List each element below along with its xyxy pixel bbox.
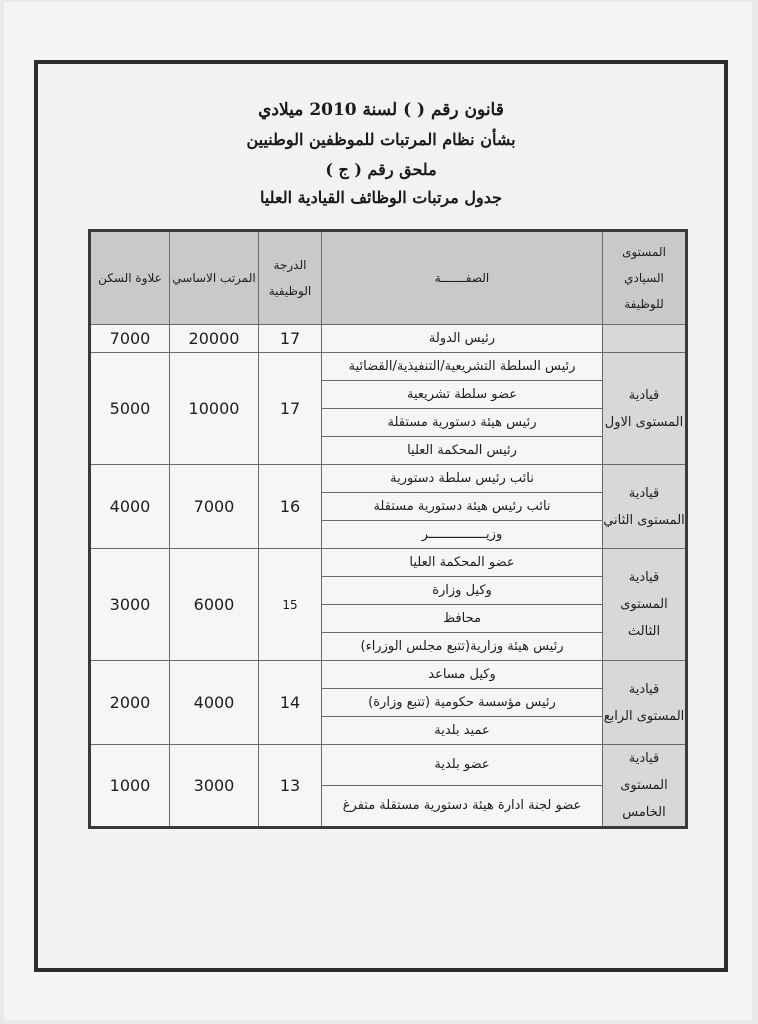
position-title-cell: عضو لجنة ادارة هيئة دستورية مستقلة متفرغ: [322, 785, 603, 827]
annex-number: ملحق رقم ( ج ): [325, 160, 437, 179]
position-title-cell: وكيل وزارة: [322, 577, 603, 605]
position-title-cell: رئيس السلطة التشريعية/التنفيذية/القضائية: [322, 353, 603, 381]
paper-sheet: [4, 2, 752, 1020]
table-row: [90, 465, 687, 493]
housing-allowance-cell: 2000: [90, 661, 170, 745]
level-cell: قيادية المستوى الاول: [603, 353, 687, 465]
law-subject: بشأن نظام المرتبات للموظفين الوطنيين: [246, 130, 516, 149]
table-row: [90, 661, 687, 689]
salary-table: [88, 229, 688, 829]
position-title-cell: نائب رئيس هيئة دستورية مستقلة: [322, 493, 603, 521]
housing-allowance-cell: 4000: [90, 465, 170, 549]
law-title: قانون رقم ( ) لسنة 2010 ميلادي: [258, 100, 504, 120]
housing-allowance-cell: 3000: [90, 549, 170, 661]
level-cell: قيادية المستوى الثالث: [603, 549, 687, 661]
table-body: [90, 325, 687, 828]
table-row: [90, 549, 687, 577]
position-title-cell: وزيـــــــــــــــر: [322, 521, 603, 549]
table-row: [90, 325, 687, 353]
housing-allowance-cell: 5000: [90, 353, 170, 465]
header-basic-salary: المرتب الاساسي: [170, 231, 259, 325]
basic-salary-cell: 3000: [170, 745, 259, 828]
table-caption: جدول مرتبات الوظائف القيادية العليا: [259, 188, 503, 207]
table-row: [90, 353, 687, 381]
position-title-cell: رئيس المحكمة العليا: [322, 437, 603, 465]
position-title-cell: عضو سلطة تشريعية: [322, 381, 603, 409]
position-title-cell: رئيس مؤسسة حكومية (تتبع وزارة): [322, 689, 603, 717]
header-title: الصفـــــــة: [322, 231, 603, 325]
basic-salary-cell: 10000: [170, 353, 259, 465]
header-housing-allowance: علاوة السكن: [90, 231, 170, 325]
table-header-row: [90, 231, 687, 325]
grade-cell: 17: [259, 325, 322, 353]
grade-cell: 13: [259, 745, 322, 828]
level-cell: قيادية المستوى الخامس: [603, 745, 687, 828]
position-title-cell: رئيس هيئة وزارية(تتبع مجلس الوزراء): [322, 633, 603, 661]
grade-cell: 14: [259, 661, 322, 745]
level-cell: قيادية المستوى الرابع: [603, 661, 687, 745]
basic-salary-cell: 4000: [170, 661, 259, 745]
grade-cell: 16: [259, 465, 322, 549]
basic-salary-cell: 6000: [170, 549, 259, 661]
grade-cell: 17: [259, 353, 322, 465]
level-cell: [603, 325, 687, 353]
document-frame: [34, 60, 728, 972]
position-title-cell: محافظ: [322, 605, 603, 633]
position-title-cell: عضو بلدية: [322, 745, 603, 786]
housing-allowance-cell: 7000: [90, 325, 170, 353]
position-title-cell: نائب رئيس سلطة دستورية: [322, 465, 603, 493]
basic-salary-cell: 7000: [170, 465, 259, 549]
table-row: [90, 745, 687, 786]
grade-cell: 15: [259, 549, 322, 661]
position-title-cell: رئيس هيئة دستورية مستقلة: [322, 409, 603, 437]
housing-allowance-cell: 1000: [90, 745, 170, 828]
position-title-cell: وكيل مساعد: [322, 661, 603, 689]
position-title-cell: رئيس الدولة: [322, 325, 603, 353]
level-cell: قيادية المستوى الثاني: [603, 465, 687, 549]
header-grade: الدرجة الوظيفية: [259, 231, 322, 325]
position-title-cell: عميد بلدية: [322, 717, 603, 745]
position-title-cell: عضو المحكمة العليا: [322, 549, 603, 577]
header-level: المستوى السيادي للوظيفة: [603, 231, 687, 325]
basic-salary-cell: 20000: [170, 325, 259, 353]
